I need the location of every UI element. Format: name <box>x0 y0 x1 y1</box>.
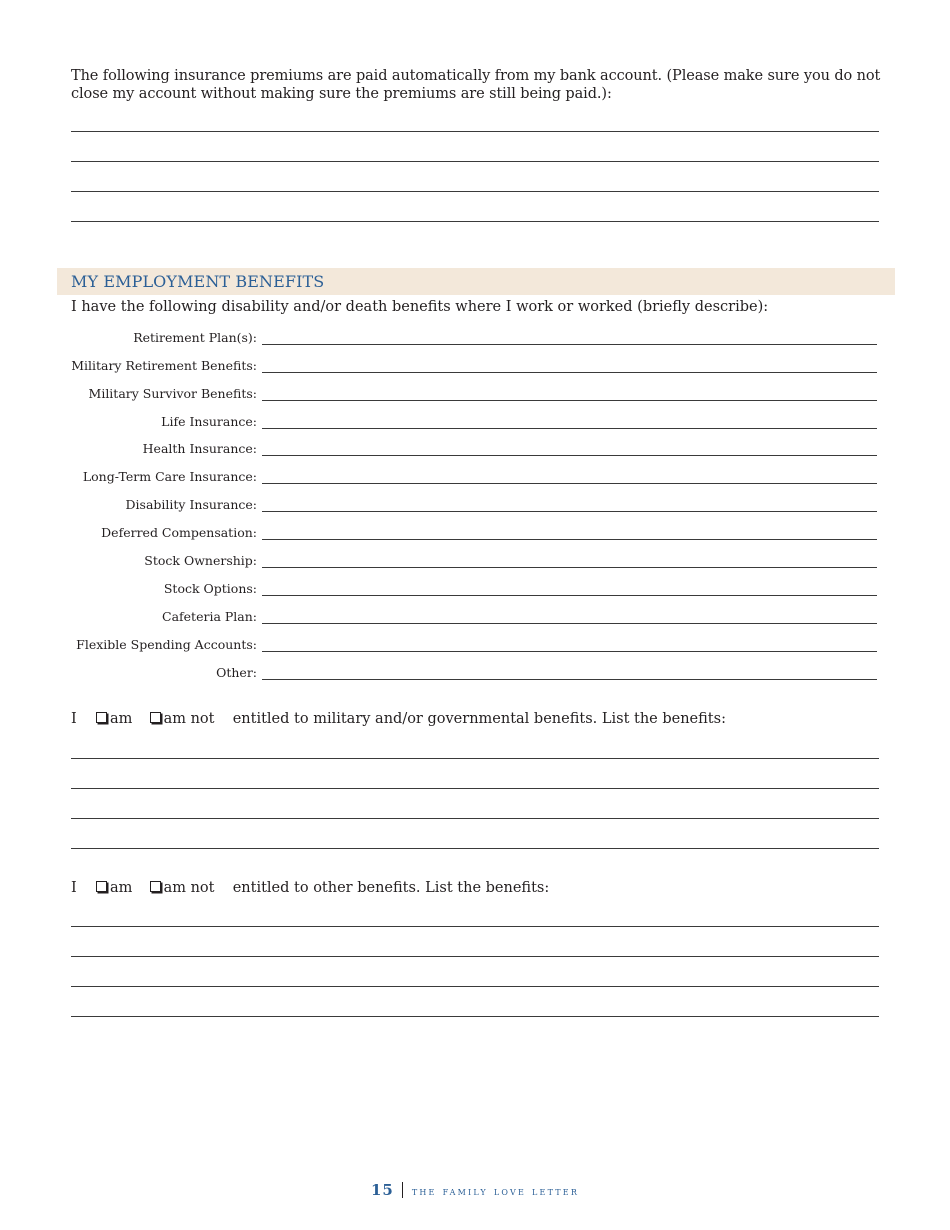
section-title: MY EMPLOYMENT BENEFITS <box>71 272 325 291</box>
field-label: Health Insurance: <box>142 441 257 456</box>
am-label: am <box>109 711 133 727</box>
field-input-line[interactable] <box>262 400 877 401</box>
field-retirement-plans <box>0 330 950 350</box>
field-label: Disability Insurance: <box>125 497 257 512</box>
am-not-label: am not <box>163 880 215 896</box>
field-input-line[interactable] <box>262 567 877 568</box>
field-flexible-spending <box>0 637 950 657</box>
page-number: 15 <box>370 1181 394 1199</box>
question-prefix: I <box>71 711 77 727</box>
am-not-label: am not <box>163 711 215 727</box>
field-input-line[interactable] <box>262 483 877 484</box>
field-label: Military Retirement Benefits: <box>71 358 257 373</box>
field-label: Flexible Spending Accounts: <box>76 637 257 652</box>
am-checkbox[interactable] <box>96 881 107 892</box>
field-life-insurance <box>0 414 950 434</box>
footer-divider <box>402 1182 403 1198</box>
am-label: am <box>109 880 133 896</box>
field-input-line[interactable] <box>262 679 877 680</box>
question-text: entitled to other benefits. List the benefits: <box>232 880 550 896</box>
question-prefix: I <box>71 880 77 896</box>
field-health-insurance <box>0 441 950 461</box>
insurance-premiums-intro: The following insurance premiums are paid automatically from my bank account. (Please make sure you do not close my account without making sure the premiums are still being paid.): <box>71 68 881 102</box>
field-label: Stock Options: <box>163 581 257 596</box>
field-deferred-compensation <box>0 525 950 545</box>
am-not-checkbox[interactable] <box>150 881 161 892</box>
field-military-retirement <box>0 358 950 378</box>
field-label: Life Insurance: <box>161 414 257 429</box>
military-line-3[interactable] <box>71 818 879 819</box>
field-military-survivor <box>0 386 950 406</box>
premiums-line-2[interactable] <box>71 161 879 162</box>
premiums-line-4[interactable] <box>71 221 879 222</box>
field-cafeteria-plan <box>0 609 950 629</box>
field-input-line[interactable] <box>262 455 877 456</box>
field-input-line[interactable] <box>262 511 877 512</box>
field-label: Long-Term Care Insurance: <box>82 469 257 484</box>
employment-benefits-intro: I have the following disability and/or death benefits where I work or worked (briefly describe): <box>71 299 769 315</box>
military-line-4[interactable] <box>71 848 879 849</box>
field-other <box>0 665 950 685</box>
field-stock-options <box>0 581 950 601</box>
field-input-line[interactable] <box>262 539 877 540</box>
other-line-3[interactable] <box>71 986 879 987</box>
am-checkbox[interactable] <box>96 712 107 723</box>
field-label: Retirement Plan(s): <box>133 330 257 345</box>
other-line-4[interactable] <box>71 1016 879 1017</box>
military-line-2[interactable] <box>71 788 879 789</box>
other-line-2[interactable] <box>71 956 879 957</box>
premiums-line-1[interactable] <box>71 131 879 132</box>
premiums-line-3[interactable] <box>71 191 879 192</box>
field-long-term-care <box>0 469 950 489</box>
field-input-line[interactable] <box>262 344 877 345</box>
field-label: Deferred Compensation: <box>101 525 257 540</box>
field-input-line[interactable] <box>262 372 877 373</box>
military-benefits-question <box>71 711 726 727</box>
field-disability-insurance <box>0 497 950 517</box>
military-line-1[interactable] <box>71 758 879 759</box>
field-input-line[interactable] <box>262 651 877 652</box>
field-label: Other: <box>216 665 257 680</box>
other-line-1[interactable] <box>71 926 879 927</box>
field-input-line[interactable] <box>262 595 877 596</box>
footer-title: the family love letter <box>411 1184 580 1198</box>
field-input-line[interactable] <box>262 428 877 429</box>
field-label: Military Survivor Benefits: <box>88 386 257 401</box>
field-label: Cafeteria Plan: <box>162 609 257 624</box>
field-label: Stock Ownership: <box>144 553 257 568</box>
field-stock-ownership <box>0 553 950 573</box>
question-text: entitled to military and/or governmental benefits. List the benefits: <box>232 711 726 727</box>
page-footer <box>0 1180 950 1199</box>
section-header-band <box>57 268 895 295</box>
other-benefits-question <box>71 880 549 896</box>
field-input-line[interactable] <box>262 623 877 624</box>
am-not-checkbox[interactable] <box>150 712 161 723</box>
